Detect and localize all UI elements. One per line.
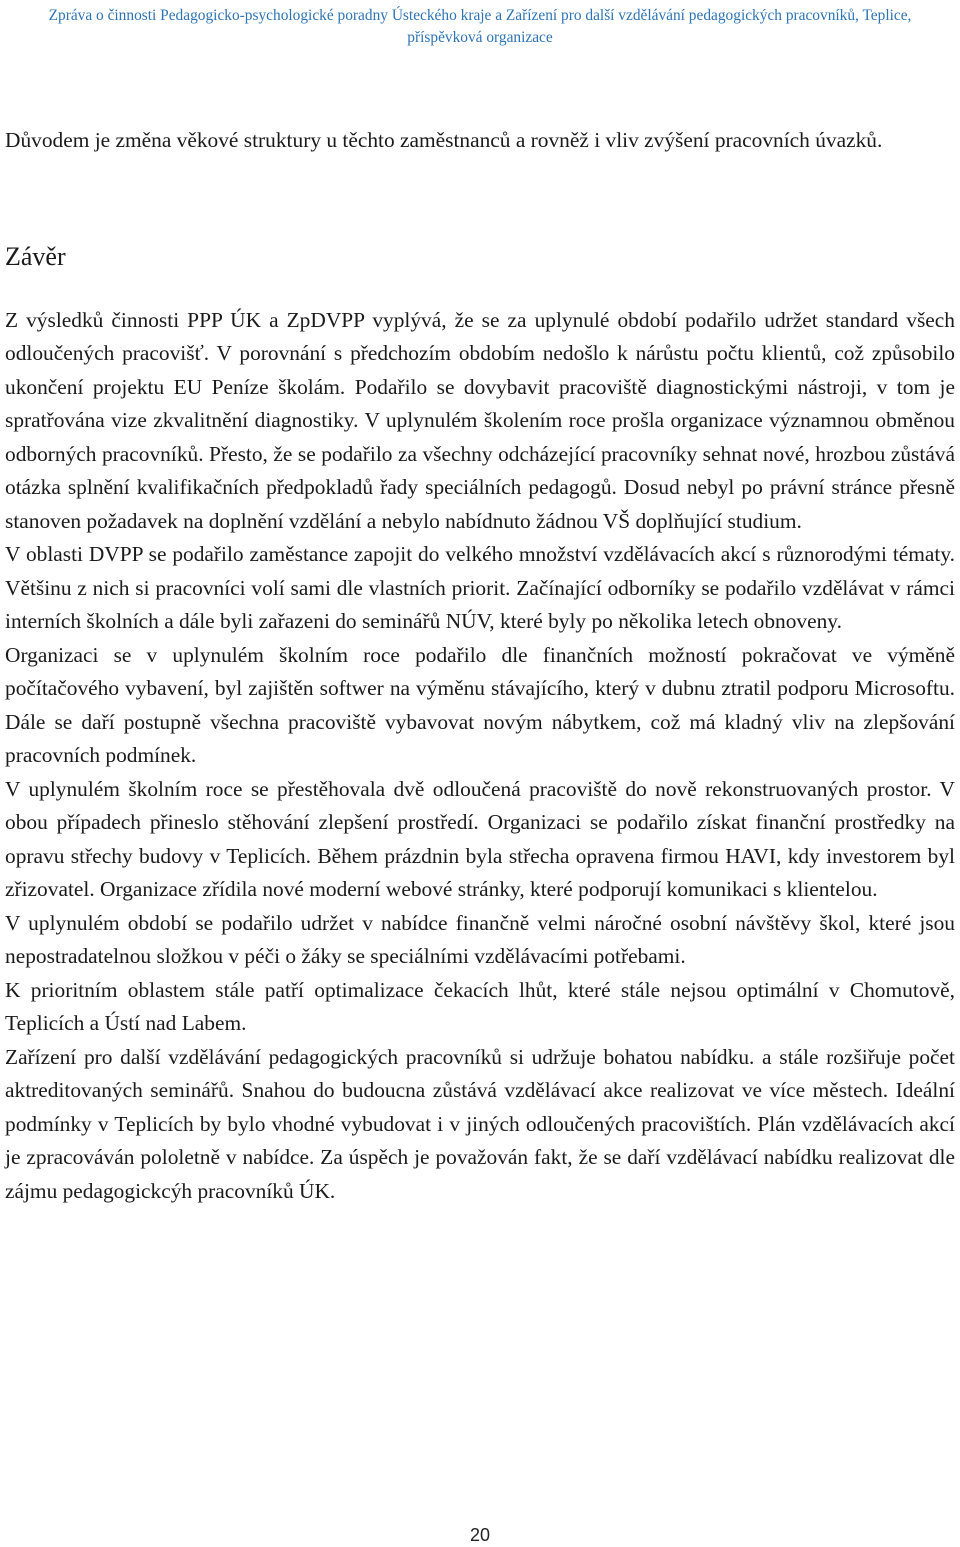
paragraph-7: Zařízení pro další vzdělávání pedagogických pracovníků si udržuje bohatou nabídku. a stále rozšiřuje počet aktreditovaných seminářů. Snahou do budoucna zůstává vzdělávací akce realizovat ve více městech. Ideální podmínky v Teplicích by bylo vhodné vybudovat i v jiných odloučených pracovištích. Plán vzdělávacích akcí je zpracováván pololetně v nabídce. Za úspěch je považován fakt, že se daří vzdělávací nabídku realizovat dle zájmu pedagogickcýh pracovníků ÚK. [5, 1044, 955, 1203]
header-line-2: příspěvková organizace [407, 29, 553, 46]
paragraph-1: Z výsledků činnosti PPP ÚK a ZpDVPP vyplývá, že se za uplynulé období podařilo udržet standard všech odloučených pracovišť. V porovnání s předchozím obdobím nedošlo k nárůstu počtu klientů, což způsobilo ukončení projektu EU Peníze školám. Podařilo se dovybavit pracoviště diagnostickými nástroji, v tom je spratřována vize zkvalitnění diagnostiky. V uplynulém školením roce prošla organizace významnou obměnou odborných pracovníků. Přesto, že se podařilo za všechny odcházející pracovníky sehnat nové, hrozbou zůstává otázka splnění kvalifikačních předpokladů řady speciálních pedagogů. Dosud nebyl po právní stránce přesně stanoven požadavek na doplnění vzdělání a nebylo nabídnuto žádnou VŠ doplňující studium. [5, 307, 955, 533]
section-title: Závěr [5, 241, 66, 271]
paragraph-4: V uplynulém školním roce se přestěhovala dvě odloučená pracoviště do nově rekonstruovaných prostor. V obou případech přineslo stěhování zlepšení prostředí. Organizaci se podařilo získat finanční prostředky na opravu střechy budovy v Teplicích. Během prázdnin byla střecha opravena firmou HAVI, kdy investorem byl zřizovatel. Organizace zřídila nové moderní webové stránky, které podporují komunikaci s klientelou. [5, 776, 955, 901]
paragraph-5: V uplynulém období se podařilo udržet v nabídce finančně velmi náročné osobní návštěvy škol, které jsou nepostradatelnou složkou v péči o žáky se speciálními vzdělávacími potřebami. [5, 910, 955, 968]
paragraph-3: Organizaci se v uplynulém školním roce podařilo dle finančních možností pokračovat ve výměně počítačového vybavení, byl zajištěn softwer na výměnu stávajícího, který v dubnu ztratil podporu Microsoftu. Dále se daří postupně všechna pracoviště vybavovat novým nábytkem, což má kladný vliv na zlepšování pracovních podmínek. [5, 642, 955, 767]
paragraph-2: V oblasti DVPP se podařilo zaměstance zapojit do velkého množství vzdělávacích akcí s různorodými tématy. Většinu z nich si pracovníci volí sami dle vlastních priorit. Začínající odborníky se podařilo vzdělávat v rámci interních školních a dále byli zařazeni do seminářů NÚV, které byly po několika letech obnoveny. [5, 542, 955, 633]
paragraph-6: K prioritním oblastem stále patří optimalizace čekacích lhůt, které stále nejsou optimální v Chomutově, Teplicích a Ústí nad Labem. [5, 977, 955, 1035]
intro-paragraph: Důvodem je změna věkové struktury u těchto zaměstnanců a rovněž i vliv zvýšení pracovních úvazků. [5, 128, 883, 152]
running-header [0, 5, 960, 49]
header-line-1: Zpráva o činnosti Pedagogicko-psychologické poradny Ústeckého kraje a Zařízení pro další vzdělávání pedagogických pracovníků, Teplice, [48, 7, 912, 24]
page-number: 20 [469, 1525, 491, 1545]
document-body [5, 124, 955, 1208]
